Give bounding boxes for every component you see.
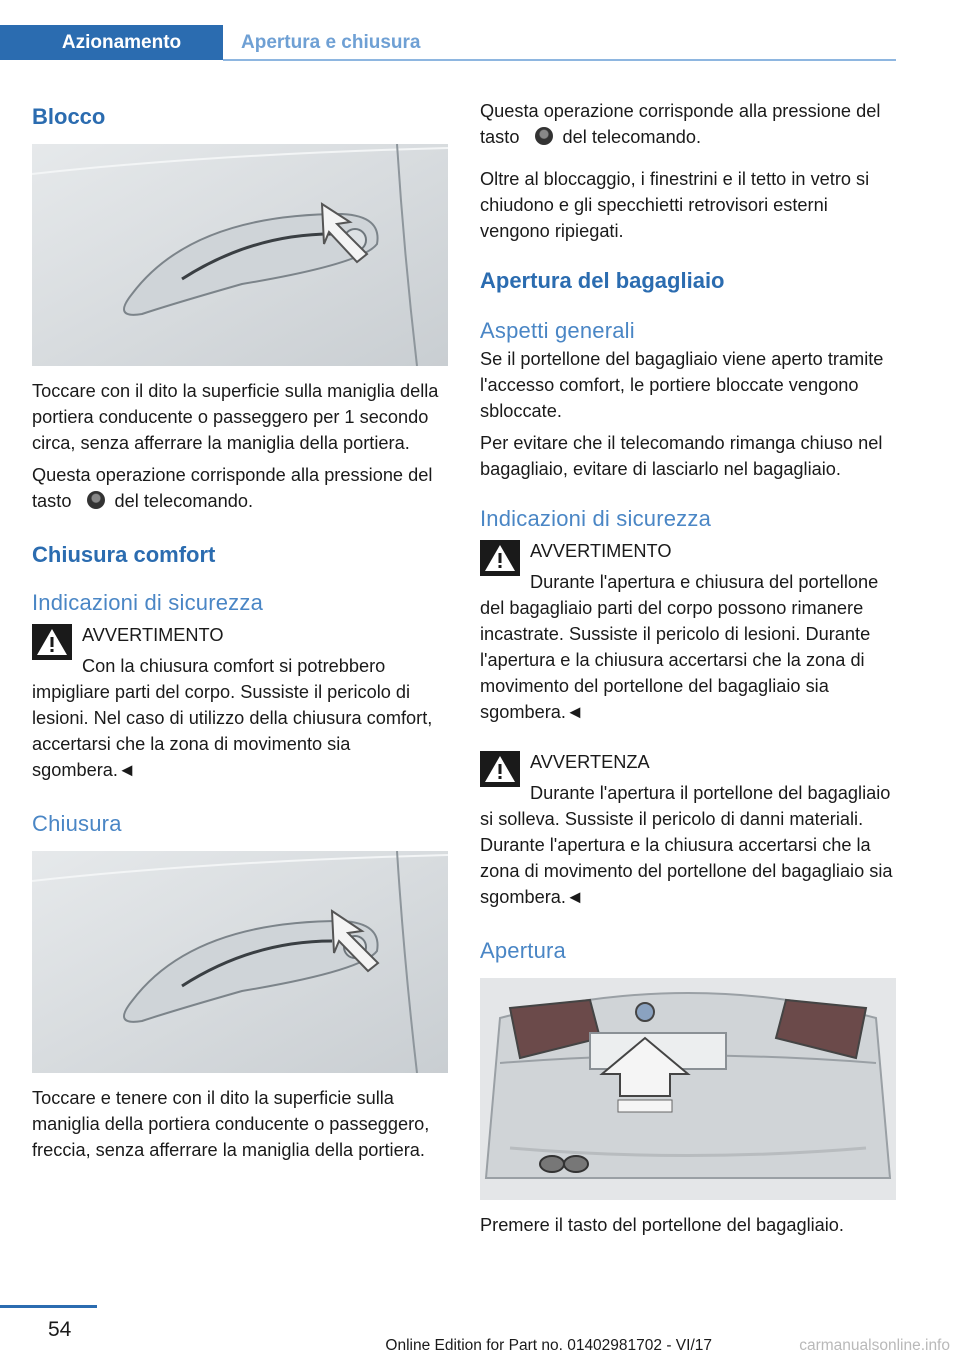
warning-title: AVVERTENZA xyxy=(530,752,650,772)
warning-text xyxy=(32,653,448,783)
blocco-key-text xyxy=(32,462,448,514)
blocco-text: Toccare con il dito la superficie sulla maniglia della portiera conducente o passeggero per 1 secondo circa, senza afferrare la maniglia della portiera. xyxy=(32,381,439,453)
watermark-text: carmanualsonline.info xyxy=(799,1337,950,1354)
page-number: 54 xyxy=(48,1318,72,1341)
comfort-close-text: Oltre al bloccaggio, i finestrini e il tetto in vetro si chiudono e gli specchietti retrovisori esterni vengono ripiegati. xyxy=(480,169,870,241)
aspetti-text-2: Per evitare che il telecomando rimanga chiuso nel bagagliaio, evitare di lasciarlo nel bagagliaio. xyxy=(480,433,883,479)
warning-block-right-2 xyxy=(480,749,896,910)
warning-triangle-icon xyxy=(480,751,520,787)
blocco-key-text-b: del telecomando. xyxy=(114,491,254,511)
right-key-text-b: del telecomando. xyxy=(562,127,702,147)
lock-key-icon xyxy=(535,127,553,145)
warning-text-body: Con la chiusura comfort si potrebbero impigliare parti del corpo. Sussiste il pericolo di lesioni. Nel caso di utilizzo della chiusura comfort, accertarsi che la zona di movimento sia sgombera.◄ xyxy=(32,656,433,780)
heading-aspetti-generali: Aspetti generali xyxy=(480,318,635,343)
footer-rule xyxy=(0,1305,97,1308)
heading-chiusura: Chiusura xyxy=(32,811,122,836)
heading-chiusura-comfort: Chiusura comfort xyxy=(32,542,216,567)
apertura-text: Premere il tasto del portellone del bagagliaio. xyxy=(480,1215,844,1235)
warning-title: AVVERTIMENTO xyxy=(82,625,224,645)
heading-blocco: Blocco xyxy=(32,104,106,129)
chiusura-text: Toccare e tenere con il dito la superficie sulla maniglia della portiera conducente o passeggero, freccia, senza afferrare la maniglia della portiera. xyxy=(32,1088,430,1160)
heading-apertura: Apertura xyxy=(480,938,566,963)
warning-block-right-1 xyxy=(480,538,896,725)
heading-indicazioni-sicurezza-left: Indicazioni di sicurezza xyxy=(32,590,264,615)
right-column xyxy=(480,98,896,1238)
heading-indicazioni-sicurezza-right: Indicazioni di sicurezza xyxy=(480,506,712,531)
door-handle-close-image xyxy=(32,851,448,1073)
trunk-rear-image xyxy=(480,978,896,1200)
lock-key-icon xyxy=(87,491,105,509)
edition-text: Online Edition for Part no. 01402981702 - VI/17 xyxy=(385,1337,712,1354)
blocco-key-text-a: Questa operazione corrisponde alla pressione del tasto xyxy=(32,465,433,511)
header-tabs xyxy=(0,25,896,62)
warning-triangle-icon xyxy=(480,540,520,576)
warning-title: AVVERTIMENTO xyxy=(530,541,672,561)
heading-apertura-bagagliaio: Apertura del bagagliaio xyxy=(480,268,725,293)
tab-apertura-chiusura[interactable]: Apertura e chiusura xyxy=(241,31,421,53)
warning-triangle-icon xyxy=(32,624,72,660)
right-key-text-a: Questa operazione corrisponde alla pressione del tasto xyxy=(480,101,881,147)
warning-block-left xyxy=(32,622,448,783)
warning-text-body: Durante l'apertura e chiusura del portellone del bagagliaio parti del corpo possono rimanere incastrate. Sussiste il pericolo di lesioni. Durante l'apertura e la chiusura accertarsi che la zona di movimento del portellone del bagagliaio sia sgombera.◄ xyxy=(480,572,879,722)
tab-azionamento[interactable]: Azionamento xyxy=(0,25,223,60)
aspetti-text-1: Se il portellone del bagagliaio viene aperto tramite l'accesso comfort, le portiere bloccate vengono sbloccate. xyxy=(480,349,884,421)
warning-text xyxy=(480,569,896,725)
right-key-text xyxy=(480,98,896,150)
left-column xyxy=(32,98,448,1163)
warning-text-body: Durante l'apertura il portellone del bagagliaio si solleva. Sussiste il pericolo di danni materiali. Durante l'apertura e la chiusura accertarsi che la zona di movimento del portellone del bagagliaio sia sgombera.◄ xyxy=(480,783,893,907)
header-rule xyxy=(223,59,896,61)
warning-text xyxy=(480,780,896,910)
door-handle-lock-image xyxy=(32,144,448,366)
